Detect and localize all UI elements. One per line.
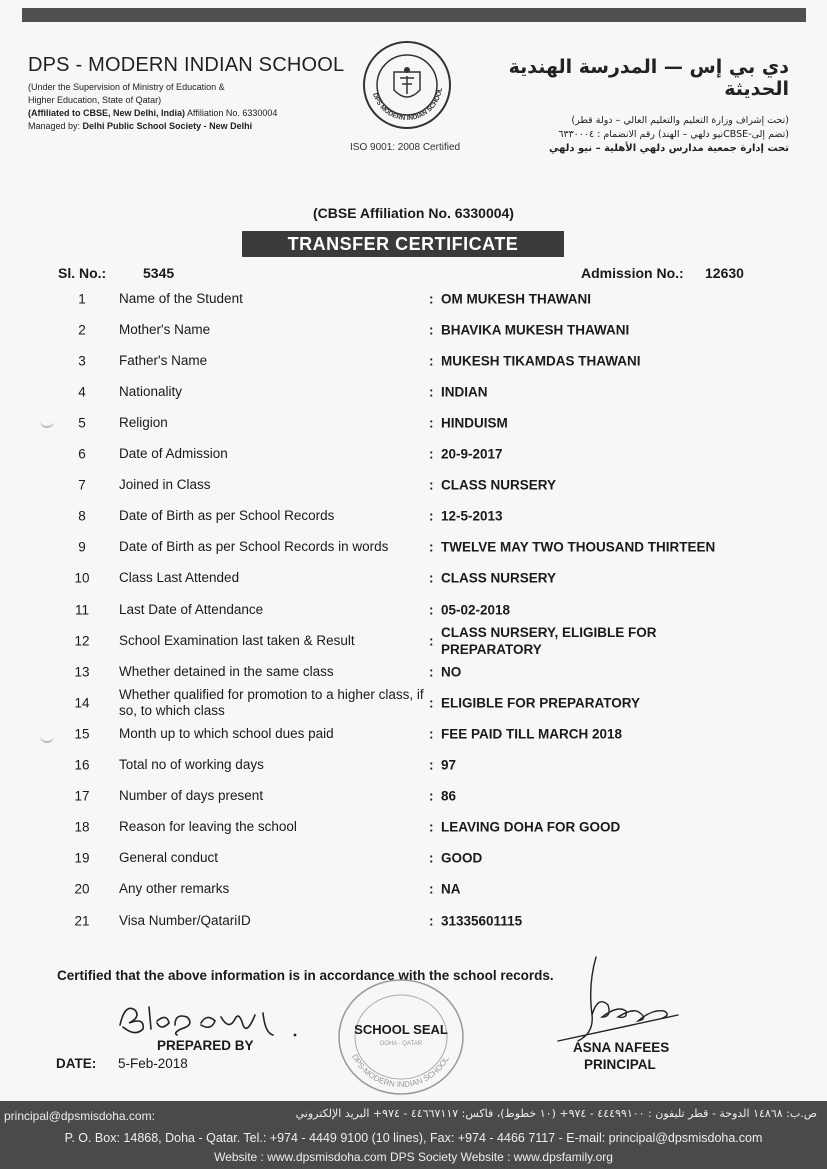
arabic-title: دي بي إس — المدرسة الهندية الحديثة [508,56,789,100]
field-number: 3 [78,353,86,369]
field-value: HINDUISM [441,415,508,431]
field-number: 11 [74,602,89,617]
school-emblem-icon [362,40,452,130]
footer [0,1101,827,1169]
field-row [0,905,827,936]
field-label: Mother's Name [119,321,211,337]
field-number: 17 [74,788,90,804]
field-label: General conduct [119,850,219,866]
managed-prefix: Managed by: [28,121,83,131]
field-row [0,532,827,563]
field-label: Last Date of Attendance [119,601,264,617]
field-label: Reason for leaving the school [119,819,297,835]
footer-address: P. O. Box: 14868, Doha - Qatar. Tel.: +974 - 4449 9100 (10 lines), Fax: +974 - 4466 7117 - E-mail: principal@dpsmisdoha.com [64,1131,763,1145]
field-number: 8 [78,508,86,524]
field-row [0,563,827,594]
field-value: INDIAN [441,384,488,400]
field-colon: : [429,602,434,617]
field-label: Whether detained in the same class [119,663,334,679]
field-row [0,283,827,314]
seal-sub-text: DOHA - QATAR [379,1041,423,1047]
field-row [0,718,827,749]
field-number: 7 [78,477,86,493]
field-row [0,843,827,874]
field-row [0,376,827,407]
field-colon: : [429,384,434,400]
field-colon: : [429,757,434,773]
field-value: 31335601115 [441,913,523,928]
field-value: CLASS NURSERY [441,477,557,493]
field-colon: : [429,539,434,555]
prepared-by-label: PREPARED BY [157,1038,254,1053]
field-colon: : [429,788,434,804]
field-colon: : [429,322,434,338]
field-number: 15 [74,726,90,742]
field-value: 97 [441,757,457,773]
admission-value: 12630 [705,265,744,281]
affiliation-line [28,107,348,120]
field-number: 16 [74,757,90,773]
field-colon: : [429,353,434,369]
field-label: Father's Name [119,352,208,368]
field-value: OM MUKESH THAWANI [441,291,591,306]
header-right-arabic [489,56,789,156]
field-colon: : [429,913,434,928]
footer-website: Website : www.dpsmisdoha.com DPS Society Website : www.dpsfamily.org [214,1150,613,1164]
field-row [0,750,827,781]
field-colon: : [429,570,434,586]
admission-label: Admission No.: [581,265,684,281]
field-label: Date of Admission [119,446,228,461]
principal-signature-icon [548,955,688,1050]
field-label: Joined in Class [119,477,211,493]
field-value: CLASS NURSERY, ELIGIBLE FOR PREPARATORY [441,624,657,657]
field-number: 13 [74,664,90,680]
field-value: GOOD [441,850,483,866]
emblem-text: DPS MODERN INDIAN SCHOOL [371,87,444,123]
field-colon: : [429,664,434,680]
field-number: 12 [74,633,90,649]
field-colon: : [429,850,434,866]
field-value: FEE PAID TILL MARCH 2018 [441,726,623,742]
iso-certified: ISO 9001: 2008 Certified [350,142,461,153]
date-value: 5-Feb-2018 [118,1056,188,1071]
school-seal-label: SCHOOL SEAL [354,1022,448,1037]
field-value: ELIGIBLE FOR PREPARATORY [441,695,641,711]
field-label: Any other remarks [119,881,230,897]
serial-label: Sl. No.: [58,265,107,281]
field-row [0,594,827,625]
field-colon: : [429,508,434,524]
field-row [0,439,827,470]
field-number: 2 [78,322,86,338]
field-number: 21 [74,913,90,928]
field-value: 12-5-2013 [441,508,503,524]
arabic-line-3: تحت إدارة جمعية مدارس دلهي الأهلية – نيو دلهي [548,143,789,154]
field-row [0,314,827,345]
field-label: Number of days present [119,788,264,804]
arabic-line-2: (تضم إلى-CBSEنيو دلهي – الهند) رقم الانضمام : ٦٣٣٠٠٠٤ [558,129,789,140]
affiliated-bold: (Affiliated to CBSE, New Delhi, India) [28,108,186,118]
field-row [0,345,827,376]
date-label: DATE: [56,1056,97,1071]
field-label: Whether qualified for promotion to a higher class, if so, to which class [119,686,424,718]
field-colon: : [429,477,434,493]
field-row [0,501,827,532]
header-line-2: Higher Education, State of Qatar) [28,95,162,105]
footer-arabic: ص.ب: ١٤٨٦٨ الدوحة - قطر تليفون : ٤٤٤٩٩١٠٠ - ٩٧٤+ (١٠ خطوط)، فاكس: ٤٤٦٦٧١١٧ - ٩٧٤+ البريد الإلكتروني [295,1107,817,1120]
field-label: Month up to which school dues paid [119,725,334,741]
field-label: Date of Birth as per School Records in words [119,539,389,555]
field-number: 10 [74,570,90,586]
field-value: BHAVIKA MUKESH THAWANI [441,322,630,338]
field-label: Religion [119,414,168,430]
field-value: LEAVING DOHA FOR GOOD [441,819,621,835]
field-value: 86 [441,788,457,804]
field-label: Nationality [119,383,183,399]
field-colon: : [429,446,434,462]
field-number: 9 [78,539,86,555]
arabic-line-1: (تحت إشراف وزارة التعليم والتعليم العالي – دولة قطر) [571,115,789,126]
principal-title: PRINCIPAL [584,1057,656,1072]
field-number: 19 [74,850,90,866]
field-number: 14 [74,695,90,711]
field-row [0,812,827,843]
field-label: Date of Birth as per School Records [119,508,335,524]
seal-ring-text: DPS-MODERN INDIAN SCHOOL [350,1052,451,1090]
field-row [0,687,827,718]
field-row [0,625,827,656]
field-colon: : [429,291,434,306]
field-number: 6 [78,446,86,462]
field-value: TWELVE MAY TWO THOUSAND THIRTEEN [441,539,716,555]
managed-bold: Delhi Public School Society - New Delhi [82,121,253,131]
field-row [0,656,827,687]
school-name: DPS - MODERN INDIAN SCHOOL [28,54,345,76]
field-value: CLASS NURSERY [441,570,557,586]
field-value: NA [441,881,461,897]
header-left [28,54,348,133]
field-value: 20-9-2017 [441,446,503,462]
header-line-1: (Under the Supervision of Ministry of Education & [28,82,225,92]
field-value: NO [441,664,462,680]
certification-statement: Certified that the above information is in accordance with the school records. [57,968,554,983]
managed-line [28,120,348,133]
school-seal-stamp-icon [336,977,466,1097]
cbse-affiliation: (CBSE Affiliation No. 6330004) [313,205,514,221]
field-number: 5 [78,415,86,431]
field-colon: : [429,819,434,835]
top-bar [22,8,806,22]
field-number: 18 [74,819,90,835]
field-colon: : [429,695,434,711]
footer-email: principal@dpsmisdoha.com: [4,1109,155,1123]
field-number: 20 [74,881,90,897]
field-colon: : [429,726,434,742]
field-label: School Examination last taken & Result [119,632,355,648]
field-colon: : [429,633,434,649]
field-colon: : [429,881,434,897]
field-number: 1 [78,291,86,306]
serial-value: 5345 [143,265,175,281]
field-row [0,470,827,501]
field-row [0,781,827,812]
principal-name: ASNA NAFEES [573,1040,670,1055]
field-value: 05-02-2018 [441,602,511,617]
field-label: Name of the Student [119,290,243,306]
affiliated-rest: Affiliation No. 6330004 [185,108,278,118]
field-number: 4 [78,384,86,400]
field-colon: : [429,415,434,431]
field-label: Visa Number/QatariID [119,912,251,928]
field-row [0,407,827,438]
prepared-by-signature-icon [115,995,300,1040]
field-row [0,874,827,905]
field-value: MUKESH TIKAMDAS THAWANI [441,353,641,369]
field-label: Class Last Attended [119,570,240,586]
certificate-title: TRANSFER CERTIFICATE [242,231,564,257]
field-label: Total no of working days [119,757,264,772]
